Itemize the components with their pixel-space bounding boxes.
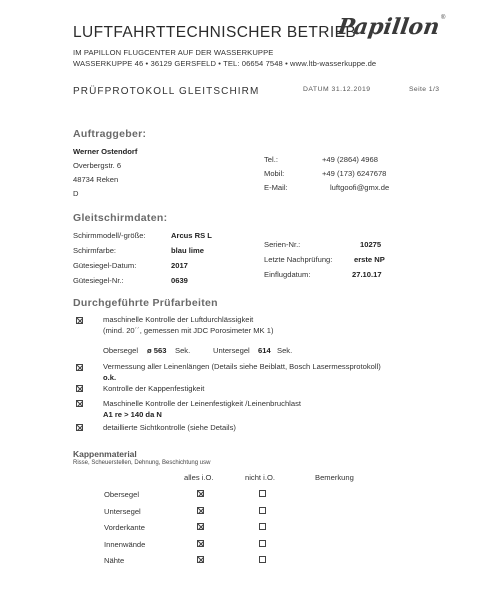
client-street: Overbergstr. 6 bbox=[73, 161, 122, 170]
check-line-lengths-checkbox[interactable] bbox=[76, 364, 83, 371]
company-name: LUFTFAHRTTECHNISCHER BETRIEB bbox=[73, 24, 357, 41]
check-line-strength-checkbox[interactable] bbox=[76, 400, 83, 407]
material-subheading: Risse, Scheuerstellen, Dehnung, Beschichtung usw bbox=[73, 460, 211, 466]
check-1-text: maschinelle Kontrolle der Luftdurchlässigkeit bbox=[103, 315, 254, 324]
material-ok-checkbox[interactable] bbox=[197, 540, 204, 547]
material-ok-checkbox[interactable] bbox=[197, 556, 204, 563]
check-1-detail: (mind. 20´´, gemessen mit JDC Porosimeter MK 1) bbox=[103, 326, 274, 335]
lower-sail-label: Untersegel bbox=[213, 346, 250, 355]
material-ok-checkbox[interactable] bbox=[197, 507, 204, 514]
address-line-1: IM PAPILLON FLUGCENTER AUF DER WASSERKUPPE bbox=[73, 48, 274, 57]
check-3-text: Kontrolle der Kappenfestigkeit bbox=[103, 384, 205, 393]
material-not-ok-checkbox[interactable] bbox=[259, 556, 266, 563]
column-ok-header: alles i.O. bbox=[184, 473, 214, 482]
email-value: luftgoofi@gmx.de bbox=[330, 183, 390, 192]
check-visual-inspection-checkbox[interactable] bbox=[76, 424, 83, 431]
check-2-text: Vermessung aller Leinenlängen (Details siehe Beiblatt, Bosch Lasermessprotokoll) bbox=[103, 362, 381, 371]
registered-mark: ® bbox=[441, 15, 446, 21]
page-number: Seite 1/3 bbox=[409, 86, 440, 93]
tel-value: +49 (2864) 4968 bbox=[322, 155, 378, 164]
checks-heading: Durchgeführte Prüfarbeiten bbox=[73, 297, 218, 309]
column-not-ok-header: nicht i.O. bbox=[245, 473, 275, 482]
tel-label: Tel.: bbox=[264, 155, 278, 164]
upper-sail-value: ø 563 bbox=[147, 346, 167, 355]
upper-sail-unit: Sek. bbox=[175, 346, 191, 355]
email-label: E-Mail: bbox=[264, 183, 288, 192]
material-not-ok-checkbox[interactable] bbox=[259, 523, 266, 530]
client-city: 48734 Reken bbox=[73, 175, 119, 184]
seal-no-label: Gütesiegel-Nr.: bbox=[73, 276, 124, 285]
material-not-ok-checkbox[interactable] bbox=[259, 490, 266, 497]
check-4-result: A1 re > 140 da N bbox=[103, 410, 162, 419]
color-value: blau lime bbox=[171, 246, 204, 255]
material-not-ok-checkbox[interactable] bbox=[259, 540, 266, 547]
seal-date-value: 2017 bbox=[171, 261, 188, 270]
seal-no-value: 0639 bbox=[171, 276, 188, 285]
first-flight-label: Einflugdatum: bbox=[264, 270, 311, 279]
check-5-text: detaillierte Sichtkontrolle (siehe Details) bbox=[103, 423, 236, 432]
seal-date-label: Gütesiegel-Datum: bbox=[73, 261, 137, 270]
check-4-text: Maschinelle Kontrolle der Leinenfestigkeit /Leinenbruchlast bbox=[103, 399, 301, 408]
check-canopy-strength-checkbox[interactable] bbox=[76, 385, 83, 392]
protocol-title: PRÜFPROTOKOLL GLEITSCHIRM bbox=[73, 86, 260, 97]
material-ok-checkbox[interactable] bbox=[197, 490, 204, 497]
papillon-logo: Papillon bbox=[336, 14, 442, 40]
serial-value: 10275 bbox=[360, 240, 382, 249]
serial-label: Serien-Nr.: bbox=[264, 240, 301, 249]
material-row-label: Untersegel bbox=[104, 507, 141, 516]
color-label: Schirmfarbe: bbox=[73, 246, 117, 255]
last-check-value: erste NP bbox=[354, 255, 385, 264]
material-row-label: Innenwände bbox=[104, 540, 146, 549]
material-heading: Kappenmaterial bbox=[73, 449, 137, 459]
client-name: Werner Ostendorf bbox=[73, 147, 138, 156]
model-value: Arcus RS L bbox=[171, 231, 212, 240]
mobile-label: Mobil: bbox=[264, 169, 285, 178]
client-heading: Auftraggeber: bbox=[73, 128, 147, 140]
upper-sail-label: Obersegel bbox=[103, 346, 139, 355]
material-row-label: Nähte bbox=[104, 556, 125, 565]
mobile-value: +49 (173) 6247678 bbox=[322, 169, 387, 178]
glider-heading: Gleitschirmdaten: bbox=[73, 212, 168, 224]
client-country: D bbox=[73, 189, 79, 198]
lower-sail-unit: Sek. bbox=[277, 346, 293, 355]
material-not-ok-checkbox[interactable] bbox=[259, 507, 266, 514]
check-2-result: o.k. bbox=[103, 373, 117, 382]
check-air-permeability-checkbox[interactable] bbox=[76, 317, 83, 324]
last-check-label: Letzte Nachprüfung: bbox=[264, 255, 333, 264]
column-remark-header: Bemerkung bbox=[315, 473, 354, 482]
model-label: Schirmmodell/-größe: bbox=[73, 231, 146, 240]
protocol-date: DATUM 31.12.2019 bbox=[303, 86, 371, 93]
material-ok-checkbox[interactable] bbox=[197, 523, 204, 530]
address-line-2: WASSERKUPPE 46 • 36129 GERSFELD • TEL: 06654 7548 • www.ltb-wasserkuppe.de bbox=[73, 59, 377, 68]
material-row-label: Obersegel bbox=[104, 490, 140, 499]
first-flight-value: 27.10.17 bbox=[352, 270, 382, 279]
lower-sail-value: 614 bbox=[258, 346, 271, 355]
material-row-label: Vorderkante bbox=[104, 523, 145, 532]
